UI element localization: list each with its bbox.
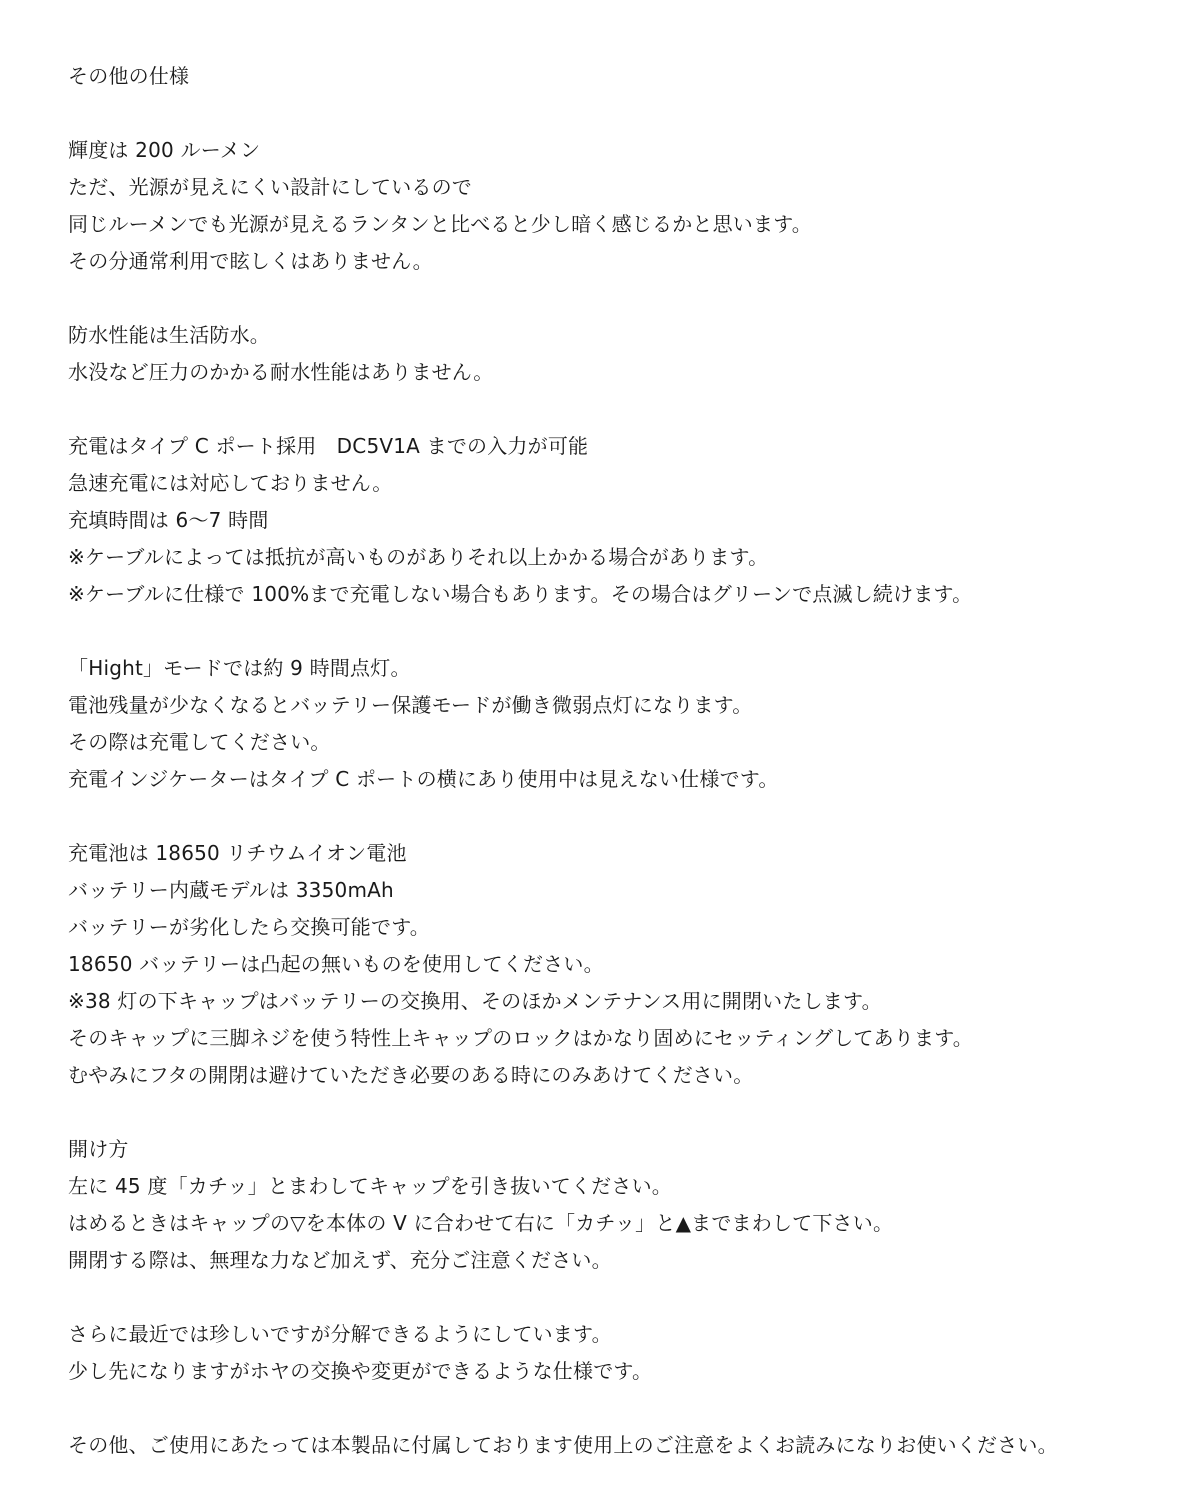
spacer [68,95,1178,132]
spacer [68,613,1178,650]
how-to-open-line: 左に 45 度「カチッ」とまわしてキャップを引き抜いてください。 [68,1174,672,1198]
document-body [68,58,1178,1464]
charging-note: ※ケーブルに仕様で 100%まで充電しない場合もあります。その場合はグリーンで点滅し続けます。 [68,582,973,606]
runtime-line: 電池残量が少なくなるとバッテリー保護モードが働き微弱点灯になります。 [68,693,753,717]
spacer [68,1094,1178,1131]
spacer [68,798,1178,835]
battery-line: 充電池は 18650 リチウムイオン電池 [68,841,407,865]
brightness-line: ただ、光源が見えにくい設計にしているので [68,175,472,199]
charging-line: 充電はタイプ C ポート採用 DC5V1A までの入力が可能 [68,434,589,458]
how-to-open-heading: 開け方 [68,1137,129,1161]
runtime-line: 充電インジケーターはタイプ C ポートの横にあり使用中は見えない仕様です。 [68,767,779,791]
closing-note: その他、ご使用にあたっては本製品に付属しております使用上のご注意をよくお読みになりお使いください。 [68,1433,1058,1457]
battery-note: ※38 灯の下キャップはバッテリーの交換用、そのほかメンテナンス用に開閉いたします。 [68,989,882,1013]
waterproof-line: 水没など圧力のかかる耐水性能はありません。 [68,360,494,384]
spacer [68,1390,1178,1427]
charging-note: ※ケーブルによっては抵抗が高いものがありそれ以上かかる場合があります。 [68,545,769,569]
brightness-line: 同じルーメンでも光源が見えるランタンと比べると少し暗く感じるかと思います。 [68,212,812,236]
battery-line: そのキャップに三脚ネジを使う特性上キャップのロックはかなり固めにセッティングしてあります。 [68,1026,973,1050]
document-title: その他の仕様 [68,64,190,88]
charging-line: 充填時間は 6〜7 時間 [68,508,269,532]
battery-line: バッテリーが劣化したら交換可能です。 [68,915,430,939]
disassembly-line: 少し先になりますがホヤの交換や変更ができるような仕様です。 [68,1359,653,1383]
spacer [68,391,1178,428]
disassembly-line: さらに最近では珍しいですが分解できるようにしています。 [68,1322,612,1346]
brightness-line: その分通常利用で眩しくはありません。 [68,249,433,273]
charging-line: 急速充電には対応しておりません。 [68,471,393,495]
spacer [68,1279,1178,1316]
runtime-line: 「Hight」モードでは約 9 時間点灯。 [68,656,411,680]
battery-line: バッテリー内蔵モデルは 3350mAh [68,878,394,902]
battery-line: むやみにフタの開閉は避けていただき必要のある時にのみあけてください。 [68,1063,754,1087]
brightness-line: 輝度は 200 ルーメン [68,138,261,162]
spacer [68,280,1178,317]
waterproof-line: 防水性能は生活防水。 [68,323,270,347]
battery-line: 18650 バッテリーは凸起の無いものを使用してください。 [68,952,604,976]
how-to-open-line: はめるときはキャップの▽を本体の V に合わせて右に「カチッ」と▲までまわして下さい。 [68,1211,894,1235]
runtime-line: その際は充電してください。 [68,730,331,754]
how-to-open-line: 開閉する際は、無理な力など加えず、充分ご注意ください。 [68,1248,612,1272]
